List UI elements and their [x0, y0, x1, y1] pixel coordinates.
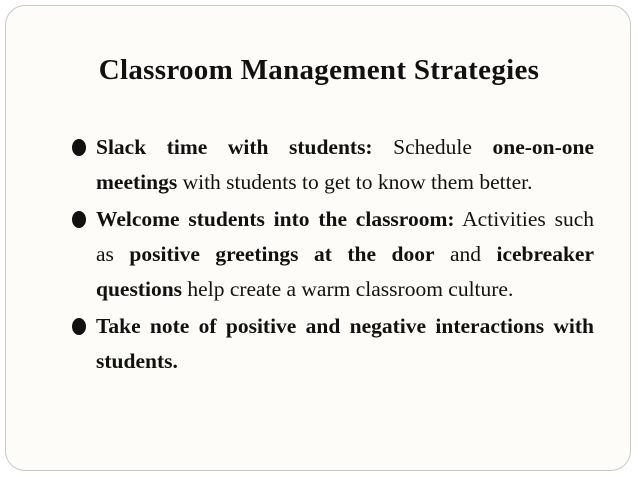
bullet-heading: Slack time with students: — [96, 135, 373, 159]
slide-title: Classroom Management Strategies — [98, 54, 540, 86]
bullet-text: with students to get to know them better. — [177, 170, 533, 194]
bullet-heading: Welcome students into the classroom: — [96, 207, 455, 231]
bullet-item-slack-time — [72, 130, 594, 200]
bullet-dot-icon — [72, 318, 86, 335]
bullet-item-welcome — [72, 202, 594, 307]
bullet-text: Activities such as — [96, 207, 594, 266]
bullet-text: Schedule — [372, 135, 493, 159]
bullet-emphasis: positive greetings at the door — [129, 242, 435, 266]
bullet-dot-icon — [72, 211, 86, 228]
bullet-text: and — [434, 242, 497, 266]
bullet-heading: Take note of positive and negative interactions with students. — [96, 314, 594, 373]
bullet-dot-icon — [72, 139, 86, 156]
bullet-emphasis: one-on-one meetings — [96, 135, 595, 194]
bullet-item-take-note — [72, 309, 594, 379]
bullet-list — [72, 130, 594, 381]
bullet-emphasis: icebreaker questions — [96, 242, 594, 301]
bullet-text: help create a warm classroom culture. — [182, 277, 514, 301]
